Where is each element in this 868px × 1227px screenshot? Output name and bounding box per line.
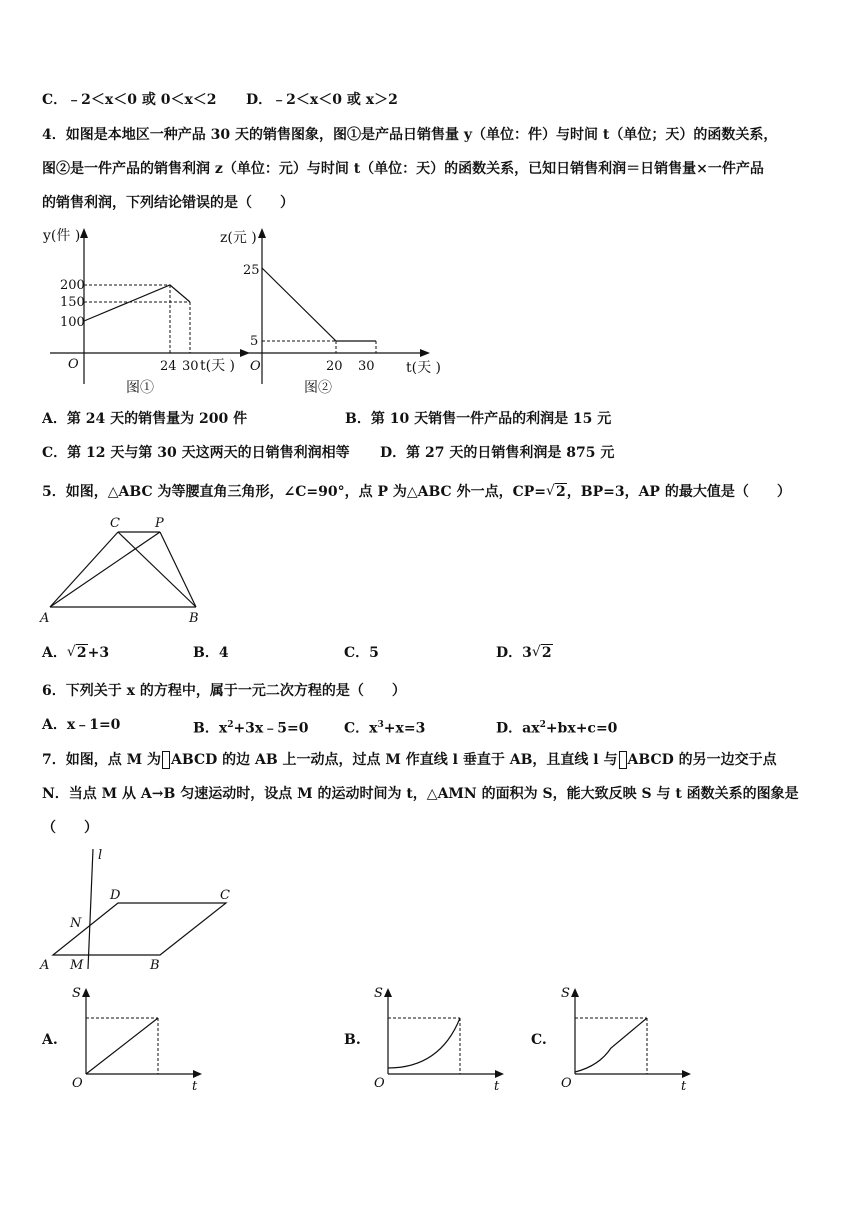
svg-text:t: t: [192, 1079, 198, 1094]
fig2-tick-20: 20: [326, 359, 343, 374]
q3-option-d: D．﹣2＜x＜0 或 x＞2: [246, 92, 398, 108]
q5-figure: [38, 512, 218, 627]
q4-stem-line2: 图②是一件产品的销售利润 z（单位：元）与时间 t（单位：天）的函数关系，已知日销售利润＝日销售量×一件产品: [42, 161, 764, 177]
q7-label-d: D: [110, 888, 121, 903]
fig2-x-label: t(天 ): [406, 360, 441, 376]
fig1-tick-24: 24: [160, 359, 177, 374]
svg-text:O: O: [561, 1076, 572, 1091]
q4-option-a: A．第 24 天的销售量为 200 件: [42, 411, 248, 427]
fig2-tick-25: 25: [243, 263, 260, 278]
q7-stem-line2: N．当点 M 从 A→B 匀速运动时，设点 M 的运动时间为 t，△AMN 的面积为 S，能大致反映 S 与 t 函数关系的图象是: [42, 786, 799, 802]
fig1-x-label: t(天 ): [200, 358, 235, 374]
q5-stem-after: ，BP=3，AP 的最大值是（ ）: [566, 484, 791, 500]
svg-text:S: S: [72, 986, 81, 1001]
q7-label-l: l: [98, 848, 103, 863]
q3-option-c: C．﹣2＜x＜0 或 0＜x＜2: [42, 92, 217, 108]
svg-text:S: S: [561, 986, 570, 1001]
q7-graph-b-label: B.: [344, 1032, 361, 1048]
fig2-y-label: z(元 ): [220, 230, 257, 246]
q7-label-b: B: [150, 958, 160, 973]
q6-option-a: A．x﹣1=0: [42, 717, 121, 733]
q4-figure-2: [220, 222, 450, 402]
q5-option-b: B．4: [193, 645, 229, 661]
q7-label-c: C: [220, 888, 230, 903]
q4-figure-1: [40, 222, 250, 402]
fig2-caption: 图②: [304, 380, 332, 396]
q7-graph-b: [340, 982, 510, 1092]
q5-stem: [42, 482, 791, 502]
q4-stem-line1: 4．如图是本地区一种产品 30 天的销售图象，图①是产品日销售量 y（单位：件）与时间 t（单位；天）的函数关系，: [42, 127, 778, 143]
q7-graph-c: [527, 982, 697, 1092]
q7-stem-line3: （ ）: [42, 820, 98, 836]
fig1-y-label: y(件 ): [43, 228, 81, 244]
q5-option-a: A．√ 2+3: [42, 643, 109, 663]
q6-option-d: D．$ax^2+bx+c=0$: [496, 720, 618, 737]
fig1-tick-100: 100: [60, 315, 85, 330]
svg-text:O: O: [72, 1076, 83, 1091]
fig1-tick-150: 150: [60, 295, 85, 310]
svg-text:t: t: [681, 1079, 687, 1094]
q4-stem-line3: 的销售利润，下列结论错误的是（ ）: [42, 195, 294, 211]
q6-stem: 6．下列关于 x 的方程中，属于一元二次方程的是（ ）: [42, 683, 406, 699]
svg-text:S: S: [374, 986, 383, 1001]
q6-option-c: C．$x^3+x=3$: [344, 720, 426, 737]
svg-text:O: O: [374, 1076, 385, 1091]
q7-label-a: A: [40, 958, 50, 973]
q6-option-b: B．$x^2+3x﹣5=0$: [193, 720, 309, 737]
svg-text:t: t: [494, 1079, 500, 1094]
q5-option-d: D．3√ 2: [496, 643, 553, 663]
q5-label-p: P: [155, 516, 164, 531]
fig1-tick-30: 30: [182, 359, 199, 374]
fig2-tick-5: 5: [250, 334, 259, 349]
q5-label-c: C: [110, 516, 120, 531]
fig1-tick-200: 200: [60, 278, 85, 293]
q5-label-b: B: [189, 611, 199, 626]
q7-stem-line1: 7．如图，点 M 为 ABCD 的边 AB 上一动点，过点 M 作直线 l 垂直于 AB，且直线 l 与 ABCD 的另一边交于点: [42, 752, 777, 768]
q4-option-d: D．第 27 天的日销售利润是 875 元: [380, 445, 615, 461]
q5-sqrt: √ 2: [546, 482, 567, 502]
q7-graph-a-label: A.: [42, 1032, 58, 1048]
fig1-caption: 图①: [126, 380, 154, 396]
q7-graph-c-label: C.: [531, 1032, 547, 1048]
q7-parallelogram-figure: [38, 845, 248, 975]
q5-label-a: A: [40, 611, 50, 626]
parallelogram-icon: [619, 751, 627, 769]
q7-graph-a: [38, 982, 208, 1092]
q7-label-m: M: [70, 958, 84, 973]
q4-option-c: C．第 12 天与第 30 天这两天的日销售利润相等: [42, 445, 350, 461]
fig2-tick-30: 30: [358, 359, 375, 374]
q5-option-c: C．5: [344, 645, 379, 661]
fig2-origin: O: [250, 359, 261, 374]
parallelogram-icon: [162, 751, 170, 769]
q4-option-b: B．第 10 天销售一件产品的利润是 15 元: [345, 411, 612, 427]
fig1-origin: O: [68, 357, 79, 372]
q5-stem-before: 5．如图，△ABC 为等腰直角三角形，∠C=90°，点 P 为△ABC 外一点，CP=: [42, 484, 546, 500]
q7-label-n: N: [70, 916, 82, 931]
